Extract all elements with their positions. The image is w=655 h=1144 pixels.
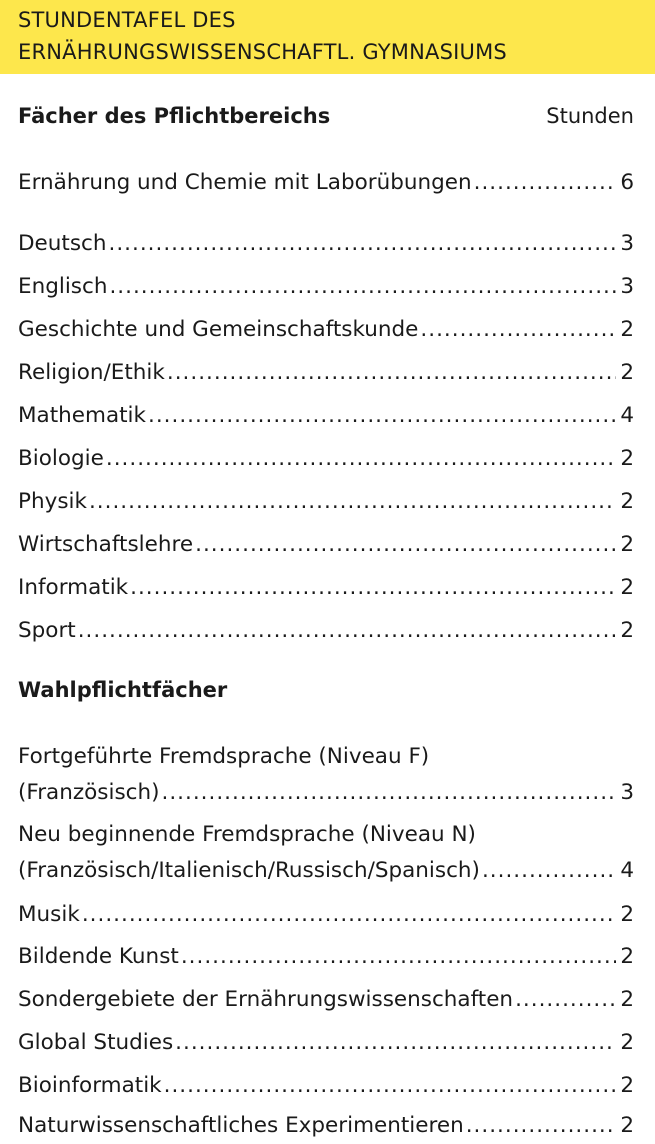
subject-name: Englisch <box>18 274 108 299</box>
subject-row <box>18 355 634 391</box>
subject-row <box>18 165 634 201</box>
dot-leader <box>130 570 616 606</box>
subject-row <box>18 982 634 1018</box>
page-header <box>0 0 655 74</box>
subject-name: Musik <box>18 902 80 927</box>
subject-name-line-1: Fortgeführte Fremdsprache (Niveau F) <box>18 744 430 769</box>
subject-hours: 3 <box>620 231 634 256</box>
subject-hours: 2 <box>620 446 634 471</box>
subject-hours: 3 <box>620 780 634 805</box>
dot-leader <box>78 613 617 649</box>
dot-leader <box>167 355 616 391</box>
subject-row <box>18 817 634 889</box>
subject-name-line-1: Neu beginnende Fremdsprache (Niveau N) <box>18 822 476 847</box>
pflicht-section-header <box>18 104 634 128</box>
dot-leader <box>175 1025 616 1061</box>
dot-leader <box>482 853 616 889</box>
subject-row <box>18 1068 634 1104</box>
dot-leader <box>474 165 617 201</box>
subject-hours: 2 <box>620 1113 634 1138</box>
subject-hours: 2 <box>620 944 634 969</box>
subject-name: Religion/Ethik <box>18 360 165 385</box>
subject-row <box>18 484 634 520</box>
dot-leader <box>420 312 616 348</box>
dot-leader <box>109 226 617 262</box>
subject-hours: 2 <box>620 532 634 557</box>
subject-hours: 2 <box>620 987 634 1012</box>
dot-leader <box>82 897 617 933</box>
subject-name: Physik <box>18 489 87 514</box>
subject-hours: 2 <box>620 902 634 927</box>
subject-row <box>18 1108 634 1144</box>
subject-name: Sondergebiete der Ernährungswissenschaften <box>18 987 514 1012</box>
dot-leader <box>89 484 616 520</box>
subject-name: Geschichte und Gemeinschaftskunde <box>18 317 419 342</box>
subject-hours: 2 <box>620 618 634 643</box>
subject-name: Mathematik <box>18 403 146 428</box>
subject-row <box>18 527 634 563</box>
dot-leader <box>109 269 616 305</box>
subject-row <box>18 739 634 811</box>
subject-hours: 2 <box>620 317 634 342</box>
dot-leader <box>161 775 616 811</box>
subject-hours: 2 <box>620 1073 634 1098</box>
dot-leader <box>466 1108 617 1144</box>
dot-leader <box>164 1068 617 1104</box>
subject-name: Ernährung und Chemie mit Laborübungen <box>18 170 472 195</box>
dot-leader <box>195 527 616 563</box>
dot-leader <box>181 939 616 975</box>
subject-row <box>18 570 634 606</box>
subject-hours: 6 <box>620 170 634 195</box>
subject-name: (Französisch/Italienisch/Russisch/Spanisch) <box>18 858 480 883</box>
subject-row <box>18 269 634 305</box>
header-title-line-2: ERNÄHRUNGSWISSENSCHAFTL. GYMNASIUMS <box>18 40 507 64</box>
subject-row <box>18 939 634 975</box>
subject-name: Informatik <box>18 575 129 600</box>
pflicht-section-title: Fächer des Pflichtbereichs <box>18 104 331 128</box>
hours-column-label: Stunden <box>546 104 634 128</box>
dot-leader <box>106 441 616 477</box>
subject-hours: 4 <box>620 403 634 428</box>
subject-hours: 2 <box>620 575 634 600</box>
subject-name: (Französisch) <box>18 780 160 805</box>
subject-row <box>18 312 634 348</box>
subject-row <box>18 613 634 649</box>
subject-name: Global Studies <box>18 1030 174 1055</box>
wahl-section-title: Wahlpflichtfächer <box>18 678 228 702</box>
header-title-line-1: STUNDENTAFEL DES <box>18 8 236 32</box>
subject-name: Naturwissenschaftliches Experimentieren <box>18 1113 464 1138</box>
dot-leader <box>515 982 616 1018</box>
subject-name: Bioinformatik <box>18 1073 162 1098</box>
subject-row <box>18 398 634 434</box>
subject-hours: 3 <box>620 274 634 299</box>
subject-hours: 2 <box>620 360 634 385</box>
subject-row <box>18 441 634 477</box>
subject-name: Bildende Kunst <box>18 944 179 969</box>
subject-row <box>18 1025 634 1061</box>
subject-name: Deutsch <box>18 231 107 256</box>
subject-name: Wirtschaftslehre <box>18 532 194 557</box>
subject-row <box>18 897 634 933</box>
subject-hours: 2 <box>620 489 634 514</box>
wahl-section-header <box>18 678 634 702</box>
subject-row <box>18 226 634 262</box>
subject-name: Biologie <box>18 446 104 471</box>
subject-name: Sport <box>18 618 76 643</box>
subject-hours: 2 <box>620 1030 634 1055</box>
dot-leader <box>148 398 616 434</box>
subject-hours: 4 <box>620 858 634 883</box>
